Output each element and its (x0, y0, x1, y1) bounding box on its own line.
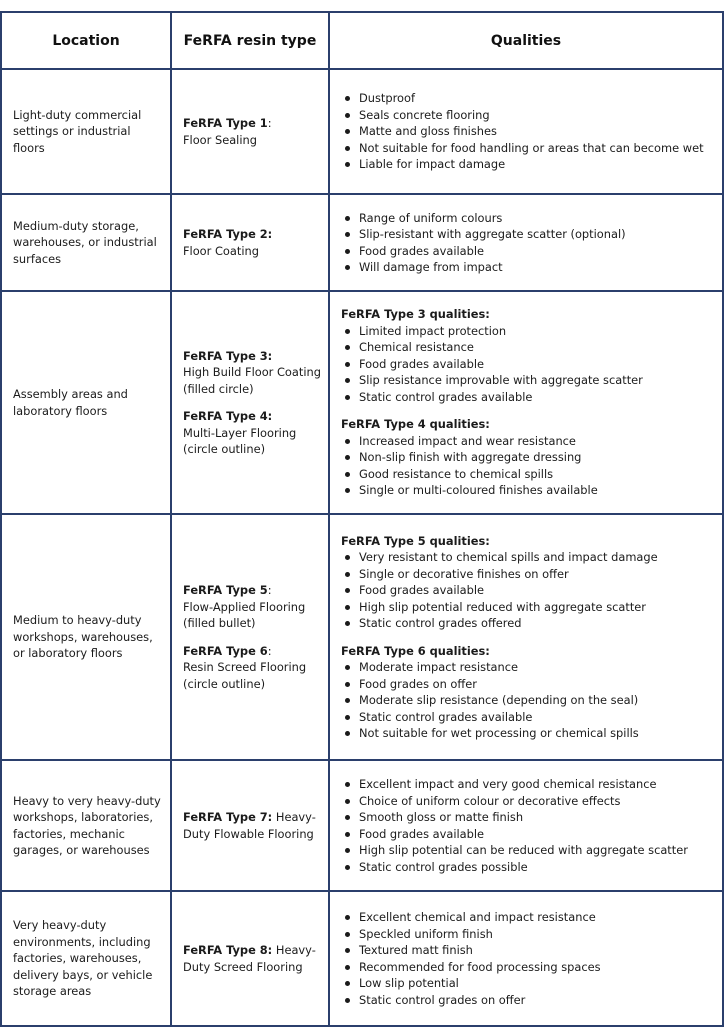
resin-type-label: FeRFA Type 5 (183, 583, 268, 597)
list-item-text: Recommended for food processing spaces (359, 959, 601, 974)
list-item-text: Static control grades available (359, 389, 533, 404)
list-item-text: Food grades available (359, 583, 485, 597)
resin-type-cell (171, 760, 329, 891)
list-item (341, 433, 718, 450)
location-cell: Medium-duty storage, warehouses, or industrial surfaces (1, 194, 171, 291)
list-item-text: Static control grades possible (359, 859, 528, 874)
bullet-icon (345, 472, 350, 477)
spacer (341, 632, 718, 643)
qualities-list (341, 210, 718, 276)
list-item (341, 549, 718, 566)
list-item-text: Static control grades offered (359, 616, 522, 630)
list-item (341, 615, 718, 632)
resin-type-name: Resin Screed Flooring (circle outline) (183, 660, 307, 691)
resin-type-name: Flow-Applied Flooring (filled bullet) (183, 599, 306, 630)
location-cell: Very heavy-duty environments, including factories, warehouses, delivery bays, or vehicle storage areas (1, 891, 171, 1026)
list-item (341, 859, 718, 876)
bullet-icon (345, 782, 350, 787)
list-item-text: Very resistant to chemical spills and impact damage (359, 550, 658, 564)
qualities-cell (329, 760, 723, 891)
list-item (341, 676, 718, 693)
qualities-cell (329, 194, 723, 291)
list-item (341, 959, 718, 976)
qualities-list (341, 776, 718, 875)
header-resin-type: FeRFA resin type (171, 12, 329, 69)
list-item (341, 793, 718, 810)
bullet-icon (345, 848, 350, 853)
list-item-text: Liable for impact damage (359, 157, 506, 172)
location-cell: Light-duty commercial settings or industrial floors (1, 69, 171, 194)
bullet-icon (345, 605, 350, 610)
bullet-icon (345, 715, 350, 720)
list-item-text: Moderate slip resistance (depending on the seal) (359, 693, 639, 707)
list-item (341, 226, 718, 243)
bullet-icon (345, 439, 350, 444)
bullet-icon (345, 965, 350, 970)
list-item-text: Good resistance to chemical spills (359, 466, 554, 481)
list-item-text: Not suitable for wet processing or chemical spills (359, 726, 639, 740)
list-item (341, 372, 718, 389)
list-item (341, 356, 718, 373)
list-item-text: Food grades on offer (359, 676, 477, 691)
bullet-icon (345, 915, 350, 920)
bullet-icon (345, 329, 350, 334)
list-item-text: Textured matt finish (359, 943, 473, 957)
resin-type-entry (183, 942, 322, 975)
bullet-icon (345, 698, 350, 703)
qualities-heading: FeRFA Type 4 qualities: (341, 417, 490, 432)
bullet-icon (345, 572, 350, 577)
list-item-text: Smooth gloss or matte finish (359, 810, 524, 824)
resin-type-name: Heavy-Duty Flowable Flooring (183, 810, 316, 841)
list-item (341, 659, 718, 676)
bullet-icon (345, 162, 350, 167)
qualities-cell (329, 291, 723, 514)
list-item (341, 259, 718, 276)
list-item-text: High slip potential can be reduced with aggregate scatter (359, 843, 688, 857)
list-item-text: Slip-resistant with aggregate scatter (optional) (359, 227, 626, 241)
list-item (341, 449, 718, 466)
list-item (341, 90, 718, 107)
bullet-icon (345, 96, 350, 101)
list-item (341, 466, 718, 483)
resin-type-name: Floor Sealing (183, 132, 257, 147)
bullet-icon (345, 932, 350, 937)
bullet-icon (345, 488, 350, 493)
list-item-text: Limited impact protection (359, 323, 507, 338)
bullet-icon (345, 621, 350, 626)
list-item (341, 140, 718, 157)
list-item (341, 156, 718, 173)
list-item-text: Low slip potential (359, 976, 459, 990)
list-item (341, 909, 718, 926)
list-item (341, 243, 718, 260)
list-item-text: Non-slip finish with aggregate dressing (359, 450, 582, 465)
resin-type-label: FeRFA Type 1 (183, 116, 268, 130)
resin-type-name: High Build Floor Coating (filled circle) (183, 365, 321, 396)
resin-type-label: FeRFA Type 2: (183, 227, 273, 241)
resin-type-label: FeRFA Type 6 (183, 643, 268, 658)
list-item-text: Slip resistance improvable with aggregate scatter (359, 373, 643, 388)
resin-type-separator: : (267, 583, 272, 597)
list-item (341, 842, 718, 859)
bullet-icon (345, 799, 350, 804)
table-row (1, 69, 723, 194)
bullet-icon (345, 832, 350, 837)
resin-type-entry (183, 226, 322, 259)
spacer (183, 397, 322, 408)
resin-type-entry (183, 115, 322, 148)
list-item-text: Excellent chemical and impact resistance (359, 910, 596, 924)
list-item (341, 123, 718, 140)
list-item (341, 389, 718, 406)
list-item (341, 826, 718, 843)
list-item-text: Speckled uniform finish (359, 926, 493, 941)
bullet-icon (345, 362, 350, 367)
spacer (341, 405, 718, 416)
qualities-list (341, 90, 718, 173)
list-item-text: Seals concrete flooring (359, 107, 490, 122)
header-location: Location (1, 12, 171, 69)
list-item-text: Food grades available (359, 826, 485, 841)
bullet-icon (345, 232, 350, 237)
location-cell: Heavy to very heavy-duty workshops, laboratories, factories, mechanic garages, or warehouses (1, 760, 171, 891)
bullet-icon (345, 665, 350, 670)
list-item-text: Excellent impact and very good chemical resistance (359, 777, 657, 791)
qualities-cell (329, 891, 723, 1026)
resin-type-label: FeRFA Type 7: (183, 810, 273, 824)
list-item (341, 582, 718, 599)
qualities-cell (329, 514, 723, 760)
resin-type-entry (183, 408, 322, 458)
bullet-icon (345, 345, 350, 350)
list-item (341, 107, 718, 124)
list-item-text: Static control grades available (359, 709, 533, 724)
resin-type-separator: : (267, 643, 272, 658)
list-item-text: Static control grades on offer (359, 992, 526, 1007)
resin-type-name: Floor Coating (183, 243, 259, 258)
list-item (341, 599, 718, 616)
bullet-icon (345, 146, 350, 151)
resin-type-entry (183, 643, 322, 693)
list-item (341, 323, 718, 340)
bullet-icon (345, 948, 350, 953)
bullet-icon (345, 865, 350, 870)
bullet-icon (345, 265, 350, 270)
bullet-icon (345, 216, 350, 221)
bullet-icon (345, 249, 350, 254)
qualities-heading: FeRFA Type 3 qualities: (341, 307, 490, 322)
list-item-text: Single or multi-coloured finishes available (359, 483, 598, 498)
table-row (1, 194, 723, 291)
list-item-text: Will damage from impact (359, 260, 503, 274)
resin-type-name: Heavy-Duty Screed Flooring (183, 943, 316, 974)
qualities-heading: FeRFA Type 5 qualities: (341, 533, 490, 548)
list-item-text: Food grades available (359, 243, 485, 258)
bullet-icon (345, 129, 350, 134)
resin-type-cell (171, 69, 329, 194)
resin-type-label: FeRFA Type 8: (183, 943, 273, 957)
qualities-list (341, 659, 718, 742)
resin-type-cell (171, 514, 329, 760)
list-item-text: Increased impact and wear resistance (359, 433, 576, 448)
table-row (1, 514, 723, 760)
bullet-icon (345, 981, 350, 986)
resin-type-separator: : (267, 116, 272, 130)
spacer (183, 632, 322, 643)
header-qualities: Qualities (329, 12, 723, 69)
bullet-icon (345, 395, 350, 400)
resin-type-entry (183, 809, 322, 842)
resin-type-entry (183, 582, 322, 632)
bullet-icon (345, 113, 350, 118)
qualities-list (341, 549, 718, 632)
bullet-icon (345, 815, 350, 820)
list-item-text: Moderate impact resistance (359, 660, 519, 674)
list-item-text: Single or decorative finishes on offer (359, 566, 569, 581)
resin-type-cell (171, 194, 329, 291)
bullet-icon (345, 378, 350, 383)
bullet-icon (345, 455, 350, 460)
bullet-icon (345, 998, 350, 1003)
table-row (1, 760, 723, 891)
list-item (341, 942, 718, 959)
list-item-text: Dustproof (359, 91, 416, 106)
flooring-comparison-table (0, 11, 724, 1027)
list-item-text: High slip potential reduced with aggregate scatter (359, 599, 646, 614)
location-cell: Medium to heavy-duty workshops, warehouses, or laboratory floors (1, 514, 171, 760)
resin-type-entry (183, 348, 322, 398)
list-item (341, 482, 718, 499)
list-item (341, 709, 718, 726)
resin-type-label: FeRFA Type 4: (183, 409, 273, 423)
qualities-cell (329, 69, 723, 194)
qualities-list (341, 323, 718, 406)
resin-type-cell (171, 291, 329, 514)
bullet-icon (345, 555, 350, 560)
qualities-list (341, 909, 718, 1008)
list-item-text: Chemical resistance (359, 340, 474, 355)
resin-type-name: Multi-Layer Flooring (circle outline) (183, 425, 297, 456)
list-item (341, 926, 718, 943)
list-item (341, 339, 718, 356)
list-item (341, 725, 718, 742)
bullet-icon (345, 731, 350, 736)
header-row (1, 12, 723, 69)
list-item-text: Matte and gloss finishes (359, 124, 497, 139)
list-item (341, 566, 718, 583)
resin-type-label: FeRFA Type 3: (183, 348, 273, 363)
table-row (1, 891, 723, 1026)
list-item (341, 776, 718, 793)
list-item (341, 692, 718, 709)
list-item-text: Not suitable for food handling or areas that can become wet (359, 140, 704, 155)
list-item (341, 210, 718, 227)
list-item-text: Choice of uniform colour or decorative effects (359, 793, 621, 808)
list-item (341, 809, 718, 826)
qualities-list (341, 433, 718, 499)
bullet-icon (345, 682, 350, 687)
location-cell: Assembly areas and laboratory floors (1, 291, 171, 514)
list-item-text: Range of uniform colours (359, 210, 503, 225)
list-item (341, 992, 718, 1009)
resin-type-cell (171, 891, 329, 1026)
list-item-text: Food grades available (359, 356, 485, 371)
bullet-icon (345, 588, 350, 593)
qualities-heading: FeRFA Type 6 qualities: (341, 643, 490, 658)
list-item (341, 975, 718, 992)
table-row (1, 291, 723, 514)
